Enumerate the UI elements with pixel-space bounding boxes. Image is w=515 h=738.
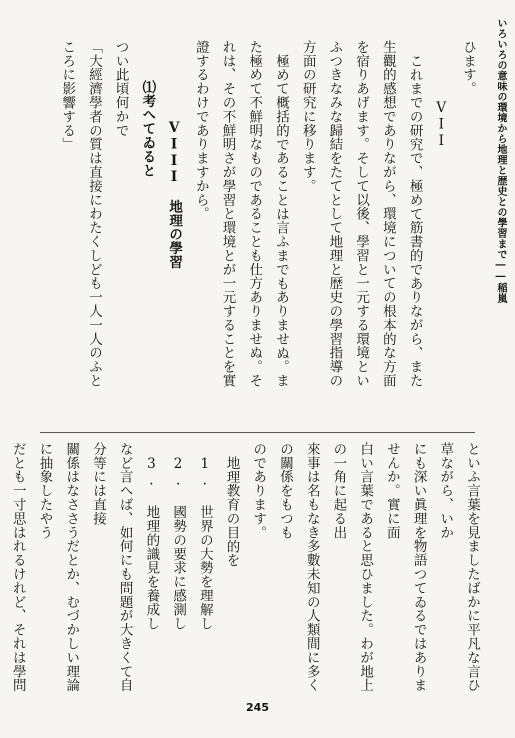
lower-line-11: 關係はなささうだとか、むづかしい理論に抽象したやう	[36, 442, 80, 693]
section-7-line-6: 極めて概括的であることは言ふまでもありませぬ。ま	[272, 53, 289, 388]
section-7-line-2: 生觀的感想でありながら、環境についての根本的な方面	[379, 40, 396, 388]
section-8-heading: VIII 地理の學習	[166, 120, 183, 269]
section-7-line-9: 證するわけでありますから。	[192, 40, 209, 221]
sub-1-heading: ⑴考へてゐると	[139, 80, 156, 178]
section-7-heading: VII	[433, 100, 450, 150]
lower-line-1: といふ言葉を見ましたばかに平凡な言ひ草ながら、いか	[437, 442, 480, 693]
intro-line: ひます。	[460, 40, 476, 96]
lower-line-9: 3. 地理的識見を養成し	[143, 455, 160, 630]
lower-line-3: 白い言葉であると思ひました。わが地上の一角に起る出	[330, 442, 374, 693]
lower-text-block	[0, 442, 485, 704]
upper-text-block	[54, 40, 482, 418]
section-7-line-1: これまでの研究で、極めて筋書的でありながら、また	[406, 53, 423, 388]
section-7-line-8: れは、その不鮮明さが學習と環境とが一元することを實	[219, 40, 236, 388]
running-header: いろいろの意味の環境から地理と歴史との學習まで――稲嵐	[495, 18, 506, 304]
section-7-line-4: ふつきなみな歸結をたてとして地理と歴史の學習指導の	[326, 40, 343, 388]
lower-line-6: 地理教育の目的を	[223, 455, 240, 567]
lower-line-5: のであります。	[250, 442, 267, 540]
page-divider	[40, 432, 475, 433]
lower-line-10: など言へば、如何にも問題が大きくて自分等には直接	[89, 442, 133, 693]
lower-line-4: 來事は名もなき多數未知の人類間に多くの關係をもつも	[276, 442, 320, 693]
sub-1-line-1: つい此頃何かで	[112, 40, 129, 138]
lower-line-8: 2. 國勢の要求に感測し	[170, 455, 187, 630]
section-7-line-5: 方面の研究に移ります。	[299, 40, 316, 193]
sub-1-line-2: 「大經濟學者の質は直接にわたくしども一人一人のふと	[85, 40, 102, 388]
section-7-line-7: た極めて不鮮明なものであることも仕方ありませぬ。そ	[246, 40, 263, 388]
lower-line-7: 1. 世界の大勢を理解し	[196, 455, 213, 630]
sub-1-line-3: ころに影響する」	[59, 40, 76, 152]
section-7-line-3: を宿りあげます。そして以後、學習と一元する環境とい	[353, 40, 370, 388]
lower-line-2: にも深い眞理を物語つてゐるではありませんか。實に面	[383, 442, 427, 693]
page-number: 245	[246, 701, 269, 714]
lower-line-12: だとも一寸思はれるけれど、それは學問	[9, 442, 26, 693]
